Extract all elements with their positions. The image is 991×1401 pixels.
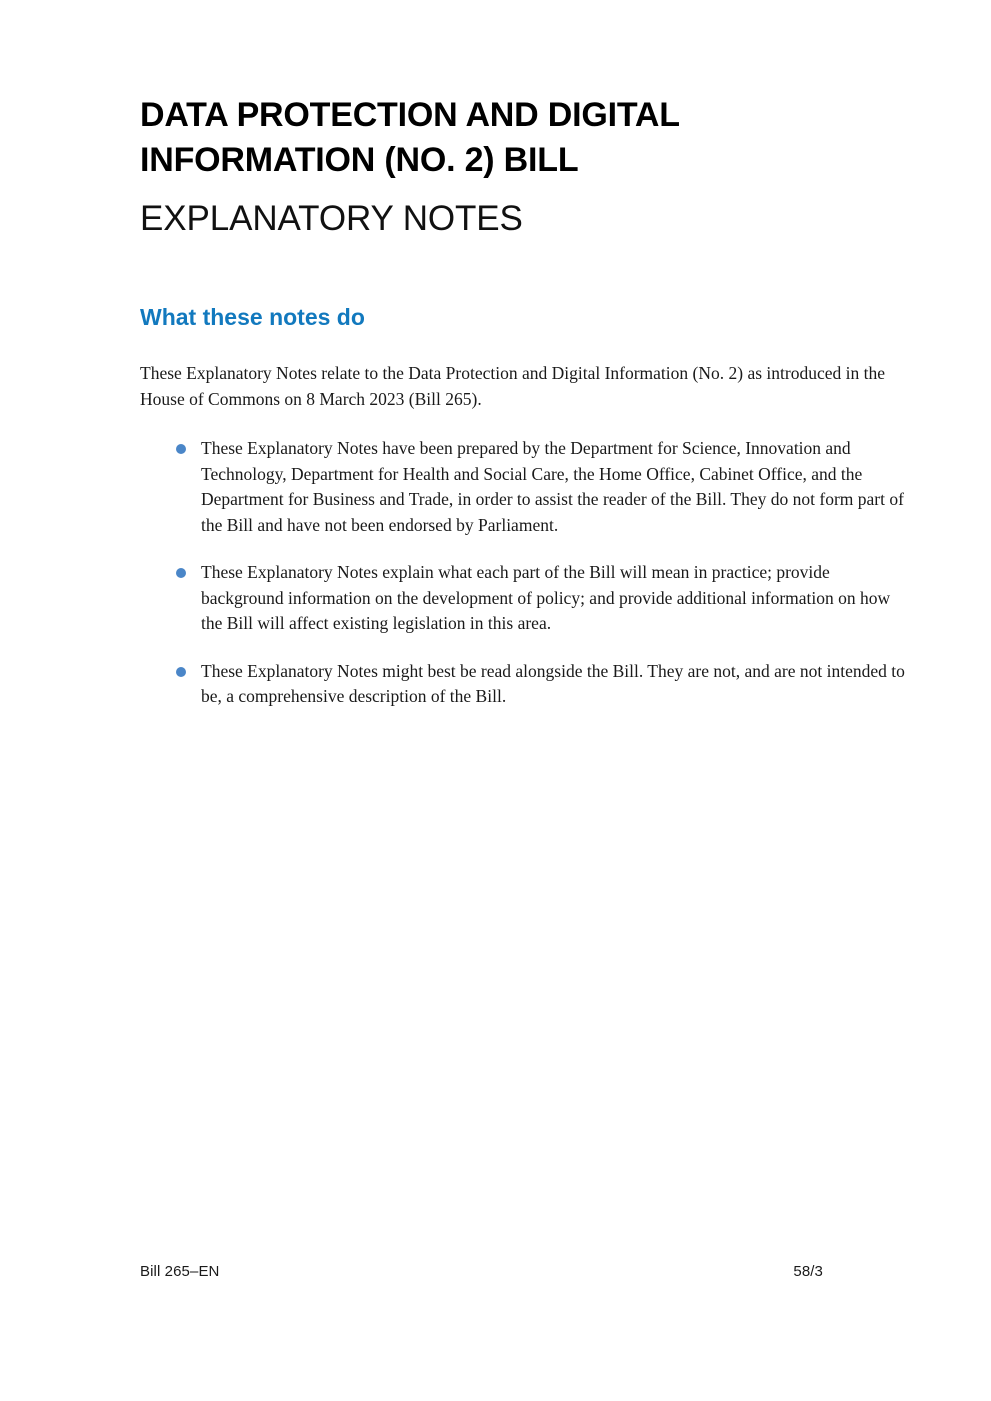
page-footer (140, 1259, 851, 1283)
page-subtitle: EXPLANATORY NOTES (140, 199, 523, 238)
bullet-point-icon (176, 667, 186, 677)
footer-bill-reference: Bill 265–EN (140, 1262, 220, 1280)
section-heading-what-these-notes-do: What these notes do (140, 304, 365, 330)
list-item-text: These Explanatory Notes explain what each part of the Bill will mean in practice; provide background information on the development of policy; and provide additional information on how the Bill will affect existing legislation in this area. (201, 562, 891, 633)
footer-page-number: 58/3 (793, 1262, 823, 1280)
list-item (140, 436, 906, 538)
list-item (140, 560, 906, 637)
notes-bullet-list (140, 412, 906, 710)
document-content (140, 0, 906, 710)
bullet-point-icon (176, 568, 186, 578)
bullet-point-icon (176, 444, 186, 454)
list-item (140, 659, 906, 710)
list-item-text: These Explanatory Notes might best be read alongside the Bill. They are not, and are not intended to be, a comprehensive description of the Bill. (201, 660, 905, 706)
page-title: DATA PROTECTION AND DIGITAL INFORMATION (NO. 2) BILL (140, 96, 680, 179)
intro-paragraph: These Explanatory Notes relate to the Data Protection and Digital Information (No. 2) as introduced in the House of Commons on 8 March 2023 (Bill 265). (140, 363, 885, 409)
list-item-text: These Explanatory Notes have been prepared by the Department for Science, Innovation and Technology, Department for Health and Social Care, the Home Office, Cabinet Office, and the Department for Business and Trade, in order to assist the reader of the Bill. They do not form part of the Bill and have not been endorsed by Parliament. (201, 438, 904, 535)
